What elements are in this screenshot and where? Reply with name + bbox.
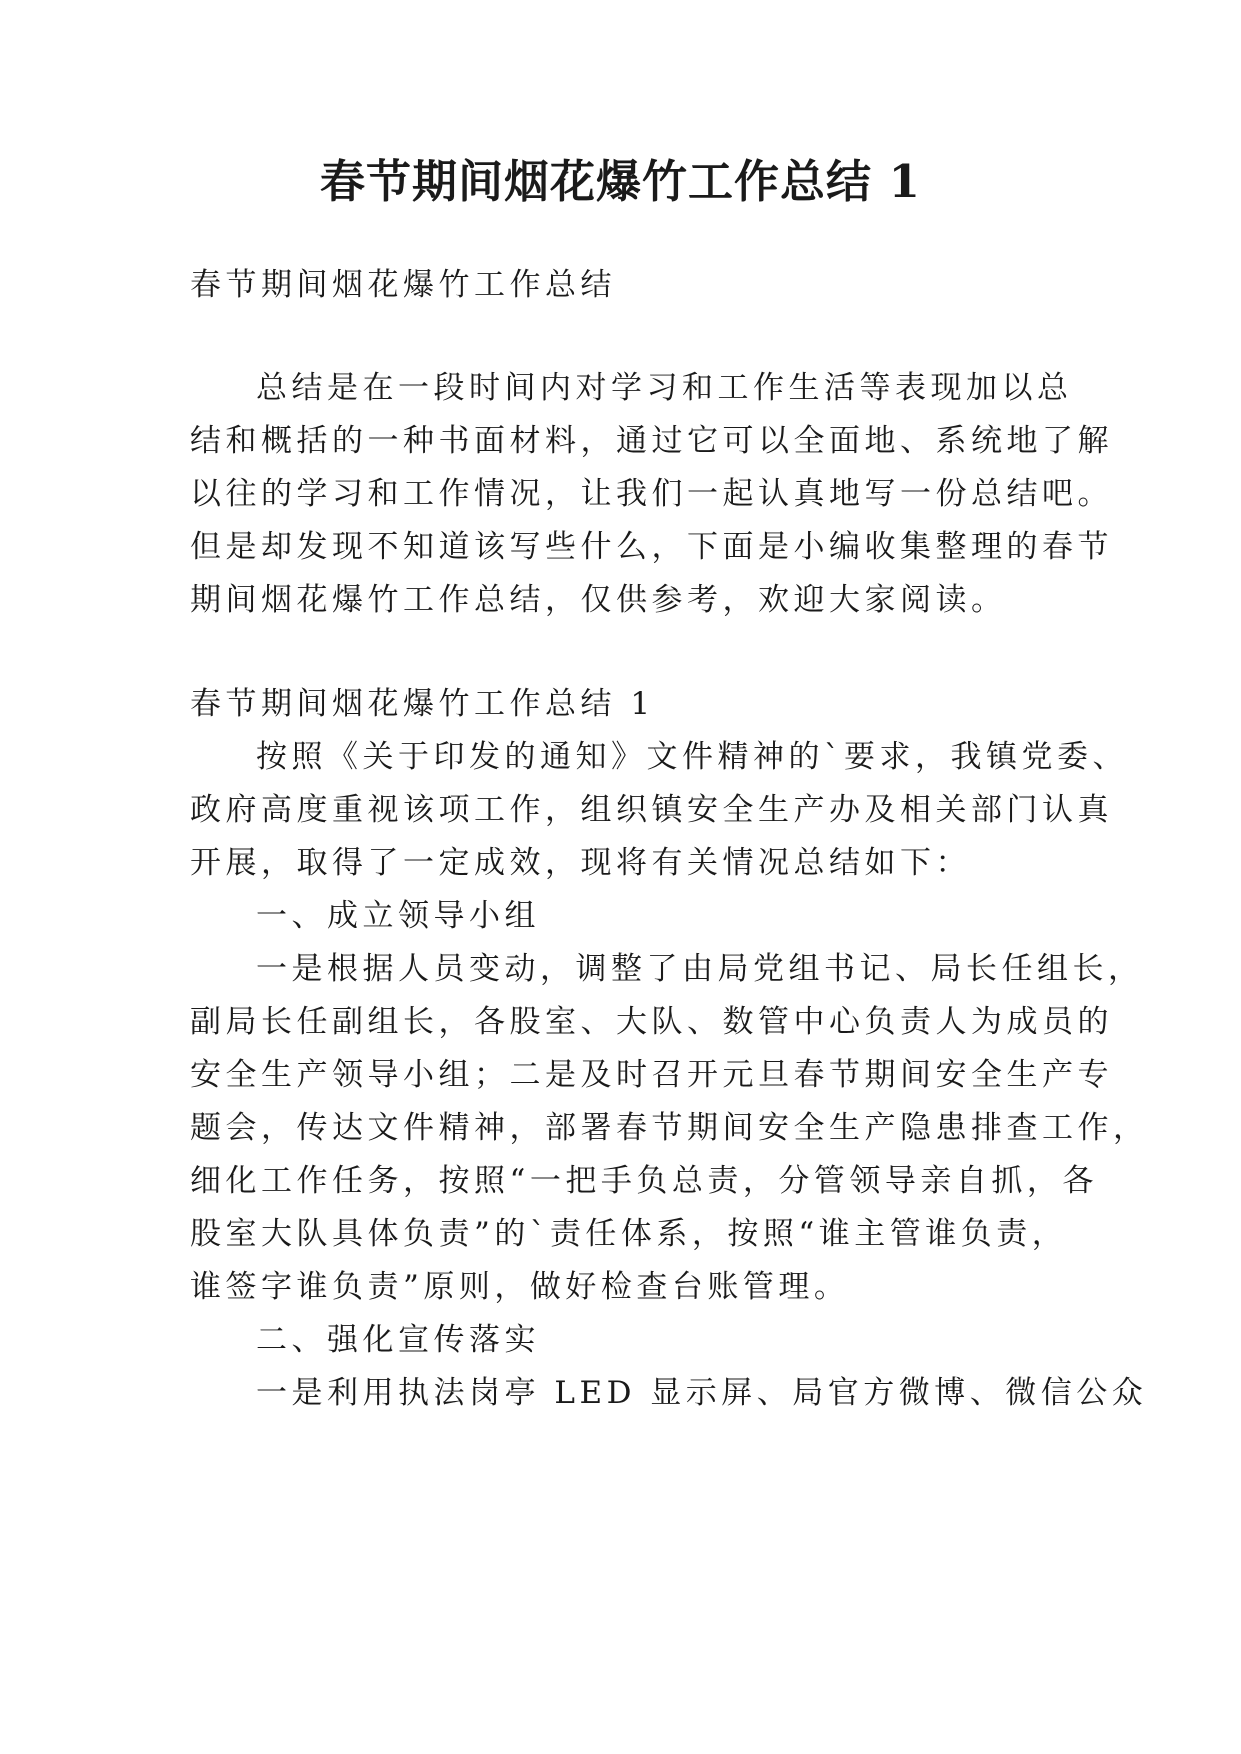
document-title: 春节期间烟花爆竹工作总结 1 <box>320 155 921 208</box>
para2-line-5: 细化工作任务，按照“一把手负总责，分管领导亲自抓，各 <box>190 1163 1098 1199</box>
para2-line-3: 安全生产领导小组；二是及时召开元旦春节期间安全生产专 <box>190 1057 1113 1093</box>
intro-line-3: 以往的学习和工作情况，让我们一起认真地写一份总结吧。 <box>190 476 1113 512</box>
intro-line-1: 总结是在一段时间内对学习和工作生活等表现加以总 <box>256 370 1073 406</box>
para3-line-1: 一是利用执法岗亭 LED 显示屏、局官方微博、微信公众 <box>256 1375 1148 1411</box>
para2-line-7: 谁签字谁负责”原则，做好检查台账管理。 <box>190 1269 850 1305</box>
para2-line-6: 股室大队具体负责”的`责任体系，按照“谁主管谁负责， <box>190 1216 1068 1252</box>
para2-line-2: 副局长任副组长，各股室、大队、数管中心负责人为成员的 <box>190 1004 1113 1040</box>
para1-line-3: 开展，取得了一定成效，现将有关情况总结如下： <box>190 845 971 881</box>
para2-line-4: 题会，传达文件精神，部署春节期间安全生产隐患排查工作， <box>190 1110 1149 1146</box>
para2-line-1: 一是根据人员变动，调整了由局党组书记、局长任组长， <box>256 951 1144 987</box>
intro-line-2: 结和概括的一种书面材料，通过它可以全面地、系统地了解 <box>190 423 1113 459</box>
intro-line-5: 期间烟花爆竹工作总结，仅供参考，欢迎大家阅读。 <box>190 582 1007 618</box>
intro-line-4: 但是却发现不知道该写些什么，下面是小编收集整理的春节 <box>190 529 1113 565</box>
heading-1: 一、成立领导小组 <box>256 898 540 934</box>
heading-2: 二、强化宣传落实 <box>256 1322 540 1358</box>
para1-line-2: 政府高度重视该项工作，组织镇安全生产办及相关部门认真 <box>190 792 1113 828</box>
document-subtitle: 春节期间烟花爆竹工作总结 <box>190 267 616 303</box>
para1-line-1: 按照《关于印发的通知》文件精神的`要求，我镇党委、 <box>256 739 1128 775</box>
section-title: 春节期间烟花爆竹工作总结 1 <box>190 686 655 722</box>
